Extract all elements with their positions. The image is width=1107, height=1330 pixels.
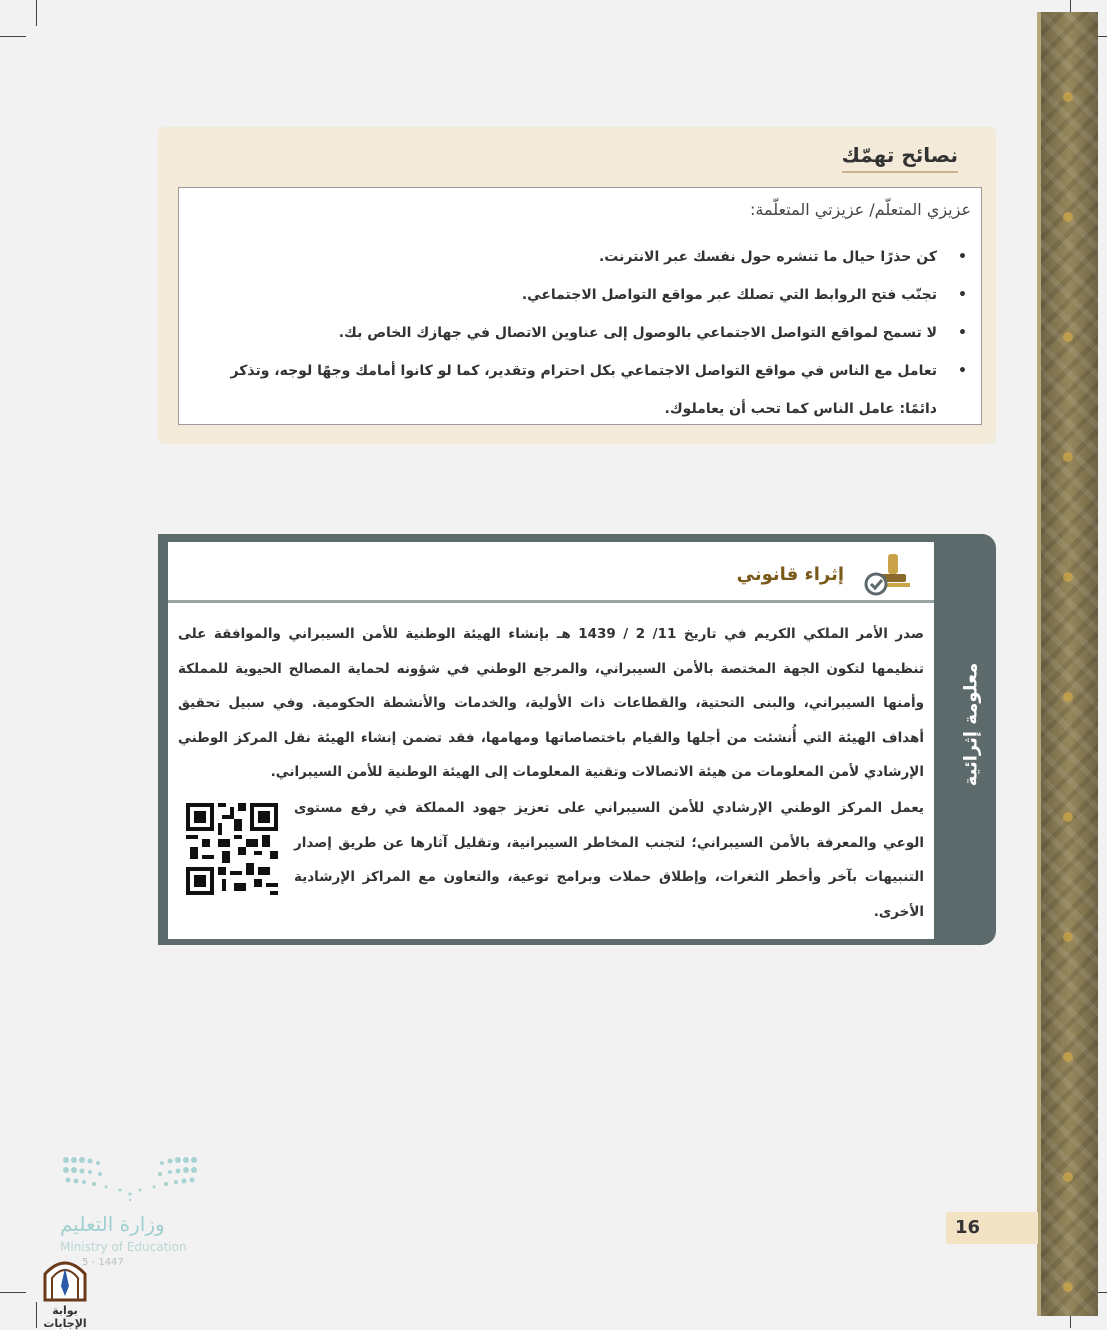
tips-title: نصائح تهمّك [842,143,958,173]
legal-title: إثراء قانوني [736,564,844,585]
ministry-name-en: Ministry of Education [60,1240,187,1254]
list-item: • تجنّب فتح الروابط التي تصلك عبر مواقع التواصل الاجتماعي. [201,276,971,314]
legal-header [168,542,934,603]
decorative-border [1037,12,1098,1316]
ministry-year: 5 - 1447 [82,1257,124,1268]
tips-list [201,238,971,428]
list-item: • كن حذرًا حيال ما تنشره حول نفسك عبر الانترنت. [201,238,971,276]
side-label [946,534,996,945]
stamp-icon [864,552,912,596]
legal-body [168,603,934,939]
tips-box [158,127,996,444]
ministry-name-ar: وزارة التعليم [60,1212,165,1236]
legal-enrichment-box [158,534,996,945]
side-label-text: معلومة إثرائية [960,662,982,787]
ministry-dots-icon [60,1154,200,1206]
list-item: • تعامل مع الناس في مواقع التواصل الاجتماعي بكل احترام وتقدير، كما لو كانوا أمامك وجهًا لوجه، وتذكر دائمًا: عامل الناس كما تحب أن يعاملوك. [201,352,971,428]
tips-content [178,187,982,425]
tips-intro: عزيزي المتعلّم/ عزيزتي المتعلّمة: [750,200,971,219]
legal-paragraph-1: صدر الأمر الملكي الكريم في تاريخ 11/ 2 / 1439 هـ بإنشاء الهيئة الوطنية للأمن السيبراني والموافقة على تنظيمها لتكون الجهة المختصة بالأمن السيبراني، والمرجع الوطني في شؤونه لحماية المصالح الحيوية للمملكة وأمنها السيبراني، والبنى التحتية، والقطاعات ذات الأولية، والخدمات والأنشطة الحكومية. وفي سبيل تحقيق أهداف الهيئة التي أُنشئت من أجلها والقيام باختصاصاتها ومهامها، فقد تضمن إنشاء الهيئة نقل المركز الوطني الإرشادي لأمن المعلومات من هيئة الاتصالات وتقنية المعلومات إلى الهيئة الوطنية للأمن السيبراني. [178,626,924,780]
page-number-box [946,1212,1038,1244]
legal-paragraph-2: يعمل المركز الوطني الإرشادي للأمن السيبراني على تعزيز جهود المملكة في رفع مستوى الوعي والمعرفة بالأمن السيبراني؛ لتجنب المخاطر السيبرانية، وتقليل آثارها عن طريق إصدار التنبيهات بآخر وأخطر الثغرات، وإطلاق حملات وبرامج توعية، والتعاون مع المراكز الإرشادية الأخرى. [294,800,924,920]
crop-mark [0,1292,26,1293]
qr-code-icon[interactable] [186,803,278,895]
list-item: • لا تسمح لمواقع التواصل الاجتماعي بالوصول إلى عناوين الاتصال في جهازك الخاص بك. [201,314,971,352]
watermark-logo [30,1256,100,1330]
gate-icon [30,1256,100,1302]
watermark-label: بوابة الإجابات [43,1304,87,1330]
crop-mark [36,0,37,26]
crop-mark [0,36,26,37]
page-number: 16 [955,1217,981,1238]
